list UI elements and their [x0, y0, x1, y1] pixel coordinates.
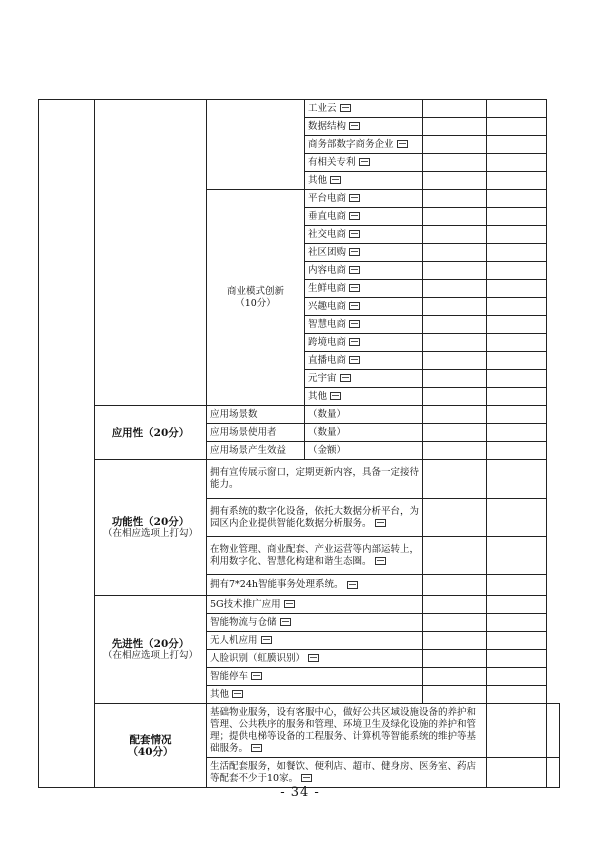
checkbox-icon[interactable]	[330, 392, 341, 400]
supporting-item: 基础物业服务，设有客服中心，做好公共区域设施设备的养护和管理、公共秩序的服务和管理、环境卫生及绿化设施的养护和管理；提供电梯等设备的工程服务、计算机等智能系统的维护等基础服务。	[207, 704, 487, 758]
application-value: （金额）	[305, 442, 423, 460]
score-cell	[423, 499, 487, 537]
remark-cell	[487, 118, 547, 136]
supporting-score: （40分）	[127, 745, 174, 758]
option-cell: 工业云	[305, 100, 423, 118]
remark-cell	[487, 686, 547, 704]
option-cell: 其他	[305, 172, 423, 190]
checkbox-icon[interactable]	[349, 284, 360, 292]
checkbox-icon[interactable]	[349, 194, 360, 202]
remark-cell	[487, 244, 547, 262]
business-model-title: 商业模式创新	[226, 285, 284, 297]
score-cell	[423, 614, 487, 632]
remark-cell	[487, 575, 547, 596]
score-cell	[423, 244, 487, 262]
option-cell: 生鲜电商	[305, 280, 423, 298]
score-cell	[423, 118, 487, 136]
checkbox-icon[interactable]	[349, 338, 360, 346]
score-cell	[423, 406, 487, 424]
remark-cell	[487, 537, 547, 575]
supporting-title: 配套情况	[129, 733, 172, 746]
option-cell: 元宇宙	[305, 370, 423, 388]
supporting-cell	[95, 704, 207, 788]
option-cell: 智慧电商	[305, 316, 423, 334]
checkbox-icon[interactable]	[301, 774, 312, 782]
checkbox-icon[interactable]	[349, 122, 360, 130]
checkbox-icon[interactable]	[261, 636, 272, 644]
remark-cell	[487, 406, 547, 424]
remark-cell	[487, 316, 547, 334]
score-cell	[487, 704, 547, 758]
remark-cell	[487, 280, 547, 298]
option-cell: 有相关专利	[305, 154, 423, 172]
option-cell: 其他	[207, 686, 423, 704]
table-row	[39, 596, 560, 614]
advanced-note: （在相应选项上打勾）	[102, 649, 198, 661]
score-cell	[423, 100, 487, 118]
checkbox-icon[interactable]	[349, 266, 360, 274]
score-cell	[423, 226, 487, 244]
score-cell	[487, 758, 547, 788]
score-cell	[423, 370, 487, 388]
remark-cell	[487, 208, 547, 226]
option-cell: 直播电商	[305, 352, 423, 370]
application-title: 应用性（20分）	[111, 426, 190, 439]
option-cell: 跨境电商	[305, 334, 423, 352]
table-row	[39, 460, 560, 499]
checkbox-icon[interactable]	[284, 600, 295, 608]
remark-cell	[487, 442, 547, 460]
advanced-cell	[95, 596, 207, 704]
remark-cell	[487, 136, 547, 154]
remark-cell	[487, 370, 547, 388]
option-cell: 垂直电商	[305, 208, 423, 226]
remark-cell	[487, 226, 547, 244]
score-cell	[423, 460, 487, 499]
supporting-item: 生活配套服务，如餐饮、便利店、超市、健身房、医务室、药店等配套不少于10家。	[207, 758, 487, 788]
score-cell	[423, 190, 487, 208]
table-row	[39, 100, 560, 118]
score-cell	[423, 172, 487, 190]
checkbox-icon[interactable]	[375, 519, 386, 527]
score-cell	[423, 388, 487, 406]
remark-cell	[487, 172, 547, 190]
option-cell: 社交电商	[305, 226, 423, 244]
checkbox-icon[interactable]	[280, 618, 291, 626]
business-model-score: （10分）	[235, 297, 276, 309]
option-cell: 内容电商	[305, 262, 423, 280]
score-cell	[423, 280, 487, 298]
checkbox-icon[interactable]	[347, 581, 358, 589]
checkbox-icon[interactable]	[251, 744, 262, 752]
application-label: 应用场景使用者	[207, 424, 305, 442]
checkbox-icon[interactable]	[349, 230, 360, 238]
remark-cell	[547, 704, 560, 758]
remark-cell	[487, 650, 547, 668]
checkbox-icon[interactable]	[375, 557, 386, 565]
remark-cell	[487, 190, 547, 208]
remark-cell	[487, 499, 547, 537]
score-cell	[423, 650, 487, 668]
functionality-title: 功能性（20分）	[111, 515, 190, 528]
remark-cell	[487, 388, 547, 406]
remark-cell	[487, 668, 547, 686]
score-cell	[423, 668, 487, 686]
option-cell: 拥有7*24h智能事务处理系统。	[207, 575, 423, 596]
score-cell	[423, 262, 487, 280]
checkbox-icon[interactable]	[349, 248, 360, 256]
checkbox-icon[interactable]	[340, 104, 351, 112]
checkbox-icon[interactable]	[308, 654, 319, 662]
subcategory-cell-upper	[95, 100, 207, 406]
option-cell: 平台电商	[305, 190, 423, 208]
business-model-cell	[207, 190, 305, 406]
option-cell: 无人机应用	[207, 632, 423, 650]
checkbox-icon[interactable]	[349, 302, 360, 310]
functionality-cell	[95, 460, 207, 596]
option-cell: 智能物流与仓储	[207, 614, 423, 632]
checkbox-icon[interactable]	[349, 320, 360, 328]
remark-cell	[487, 334, 547, 352]
score-cell	[423, 298, 487, 316]
page-number: - 34 -	[280, 785, 320, 800]
score-cell	[423, 632, 487, 650]
option-cell: 其他	[305, 388, 423, 406]
option-cell: 拥有系统的数字化设备，依托大数据分析平台，为园区内企业提供智能化数据分析服务。	[207, 499, 423, 537]
evaluation-table	[38, 99, 560, 788]
remark-cell	[487, 298, 547, 316]
score-cell	[423, 316, 487, 334]
functionality-note: （在相应选项上打勾）	[102, 527, 198, 539]
category-cell-upper	[39, 100, 95, 788]
option-cell: 兴趣电商	[305, 298, 423, 316]
score-cell	[423, 352, 487, 370]
remark-cell	[487, 632, 547, 650]
checkbox-icon[interactable]	[349, 212, 360, 220]
option-cell: 人脸识别（虹膜识别）	[207, 650, 423, 668]
option-cell: 智能停车	[207, 668, 423, 686]
remark-cell	[487, 614, 547, 632]
criterion-cell-upper	[207, 100, 305, 190]
remark-cell	[487, 154, 547, 172]
score-cell	[423, 575, 487, 596]
checkbox-icon[interactable]	[397, 140, 408, 148]
option-cell: 数据结构	[305, 118, 423, 136]
remark-cell	[487, 352, 547, 370]
table-row	[39, 704, 560, 758]
remark-cell	[487, 424, 547, 442]
checkbox-icon[interactable]	[330, 176, 341, 184]
remark-cell	[487, 596, 547, 614]
score-cell	[423, 537, 487, 575]
option-cell: 社区团购	[305, 244, 423, 262]
option-cell: 在物业管理、商业配套、产业运营等内部运转上，利用数字化、智慧化构建和谐生态圈。	[207, 537, 423, 575]
remark-cell	[547, 758, 560, 788]
application-label: 应用场景数	[207, 406, 305, 424]
score-cell	[423, 442, 487, 460]
score-cell	[423, 596, 487, 614]
score-cell	[423, 208, 487, 226]
checkbox-icon[interactable]	[251, 672, 262, 680]
score-cell	[423, 334, 487, 352]
application-cell	[95, 406, 207, 460]
table-row	[39, 406, 560, 424]
option-cell: 拥有宣传展示窗口，定期更新内容，具备一定接待能力。	[207, 460, 423, 499]
remark-cell	[487, 460, 547, 499]
checkbox-icon[interactable]	[232, 690, 243, 698]
score-cell	[423, 136, 487, 154]
application-value: （数量）	[305, 424, 423, 442]
checkbox-icon[interactable]	[349, 356, 360, 364]
option-cell: 商务部数字商务企业	[305, 136, 423, 154]
score-cell	[423, 424, 487, 442]
advanced-title: 先进性（20分）	[111, 637, 190, 650]
remark-cell	[487, 100, 547, 118]
score-cell	[423, 154, 487, 172]
application-label: 应用场景产生效益	[207, 442, 305, 460]
score-cell	[423, 686, 487, 704]
application-value: （数量）	[305, 406, 423, 424]
remark-cell	[487, 262, 547, 280]
option-cell: 5G技术推广应用	[207, 596, 423, 614]
checkbox-icon[interactable]	[340, 374, 351, 382]
checkbox-icon[interactable]	[359, 158, 370, 166]
